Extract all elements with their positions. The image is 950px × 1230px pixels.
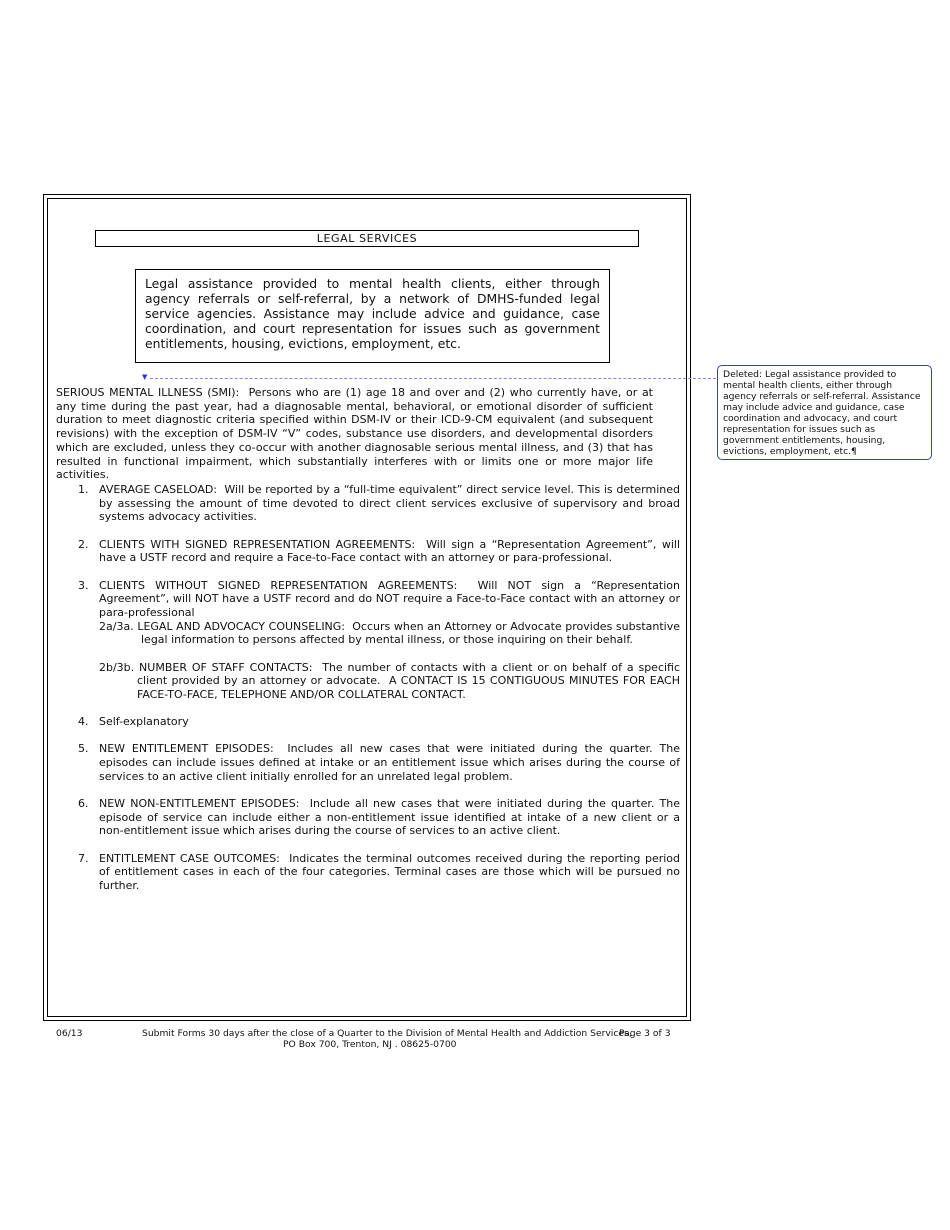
item-number: 3.	[78, 578, 89, 592]
list-item	[60, 483, 680, 524]
item-term: NEW ENTITLEMENT EPISODES:	[99, 742, 274, 756]
service-description: Legal assistance provided to mental health clients, either through agency referrals or self-referral, by a network of DMHS-funded legal service agencies. Assistance may include advice and guidance, case coordination, and court representation for issues such as government entitlements, housing, evictions, employment, etc.	[135, 269, 610, 363]
item-text: Indicates the terminal outcomes received during the reporting period of entitlement cases in each of the four categories. Terminal cases are those which will be pursued no further.	[99, 851, 681, 892]
list-item	[60, 852, 680, 893]
list-item	[60, 579, 680, 702]
smi-term: SERIOUS MENTAL ILLNESS (SMI):	[56, 386, 240, 399]
list-item	[60, 538, 680, 565]
sub-item-text: The number of contacts with a client or on behalf of a specific client provided by an attorney or advocate.	[137, 660, 681, 688]
footer-date: 06/13	[56, 1028, 83, 1039]
item-number: 5.	[78, 742, 89, 756]
definitions-list	[60, 483, 680, 906]
sub-item-term: LEGAL AND ADVOCACY COUNSELING:	[137, 619, 346, 633]
item-term: CLIENTS WITHOUT SIGNED REPRESENTATION AGREEMENTS:	[99, 578, 458, 592]
item-number: 6.	[78, 796, 89, 810]
list-item	[60, 715, 680, 729]
item-text: Include all new cases that were initiated during the quarter. The episode of service can include either a non-entitlement issue identified at intake of a new client or a non-entitlement issue which arises during the course of services to an active client.	[99, 796, 680, 838]
item-text: Self-explanatory	[99, 715, 189, 729]
sub-item-emphasis: A CONTACT IS 15 CONTIGUOUS MINUTES FOR EACH FACE-TO-FACE, TELEPHONE AND/OR COLLATERAL CONTACT.	[137, 674, 681, 701]
section-title: LEGAL SERVICES	[95, 230, 639, 247]
item-text: Includes all new cases that were initiated during the quarter. The episodes can include issues defined at intake or an entitlement issue which arises during the course of services to an active client initially enrolled for an unrelated legal problem.	[99, 742, 680, 783]
item-main-paragraph	[99, 579, 680, 620]
tracked-change-comment[interactable]: Deleted: Legal assistance provided to mental health clients, either through agency referrals or self-referral. Assistance may include advice and guidance, case coordination and advocacy, and court representation for issues such as government entitlements, housing, evictions, employment, etc.¶	[717, 365, 932, 460]
list-item	[60, 797, 680, 838]
sub-item-term: NUMBER OF STAFF CONTACTS:	[139, 660, 313, 674]
footer-page-number: Page 3 of 3	[619, 1028, 671, 1039]
item-term: ENTITLEMENT CASE OUTCOMES:	[99, 851, 280, 865]
item-term: AVERAGE CASELOAD:	[99, 483, 218, 496]
list-item	[60, 742, 680, 783]
smi-text: Persons who are (1) age 18 and over and (2) who currently have, or at any time during the past year, had a diagnosable mental, behavioral, or emotional disorder of sufficient duration to meet diagnostic criteria specified within DSM-IV or their ICD-9-CM equivalent (and subsequent revisions) with the exception of DSM-IV “V” codes, substance use disorders, and developmental disorders which are excluded, unless they co-occur with another diagnosable serious mental illness, and (3) that has resulted in functional impairment, which substantially interferes with or limits one or more major life activities.	[56, 386, 653, 482]
item-number: 4.	[78, 715, 89, 729]
item-number: 2.	[78, 537, 89, 551]
footer-address: PO Box 700, Trenton, NJ . 08625-0700	[283, 1039, 457, 1050]
item-term: CLIENTS WITH SIGNED REPRESENTATION AGREEMENTS:	[99, 537, 416, 551]
item-number: 7.	[78, 851, 89, 865]
sub-item-2b-3b	[99, 661, 680, 702]
deletion-anchor-mark[interactable]: ▼	[142, 373, 148, 381]
item-text: Will sign a “Representation Agreement”, will have a USTF record and require a Face-to-Face contact with an attorney or para-professional.	[99, 537, 680, 565]
sub-item-label: 2a/3a.	[99, 619, 134, 633]
footer-submit-instructions: Submit Forms 30 days after the close of a Quarter to the Division of Mental Health and Addiction Services,	[142, 1028, 632, 1039]
item-text: Will NOT sign a “Representation Agreement”, will NOT have a USTF record and do NOT require a Face-to-Face contact with an attorney or para-professional	[99, 578, 680, 619]
item-text: Will be reported by a “full-time equivalent” direct service level. This is determined by assessing the amount of time devoted to direct client services exclusive of supervisory and broad systems advocacy activities.	[99, 483, 680, 524]
smi-definition	[56, 386, 653, 482]
sub-item-text: Occurs when an Attorney or Advocate provides substantive legal information to persons affected by mental illness, or those inquiring on their behalf.	[141, 619, 681, 647]
sub-item-2a-3a	[99, 620, 680, 647]
item-number: 1.	[78, 483, 89, 496]
item-term: NEW NON-ENTITLEMENT EPISODES:	[99, 796, 300, 810]
comment-connector-line	[150, 378, 716, 379]
sub-item-label: 2b/3b.	[99, 660, 135, 674]
